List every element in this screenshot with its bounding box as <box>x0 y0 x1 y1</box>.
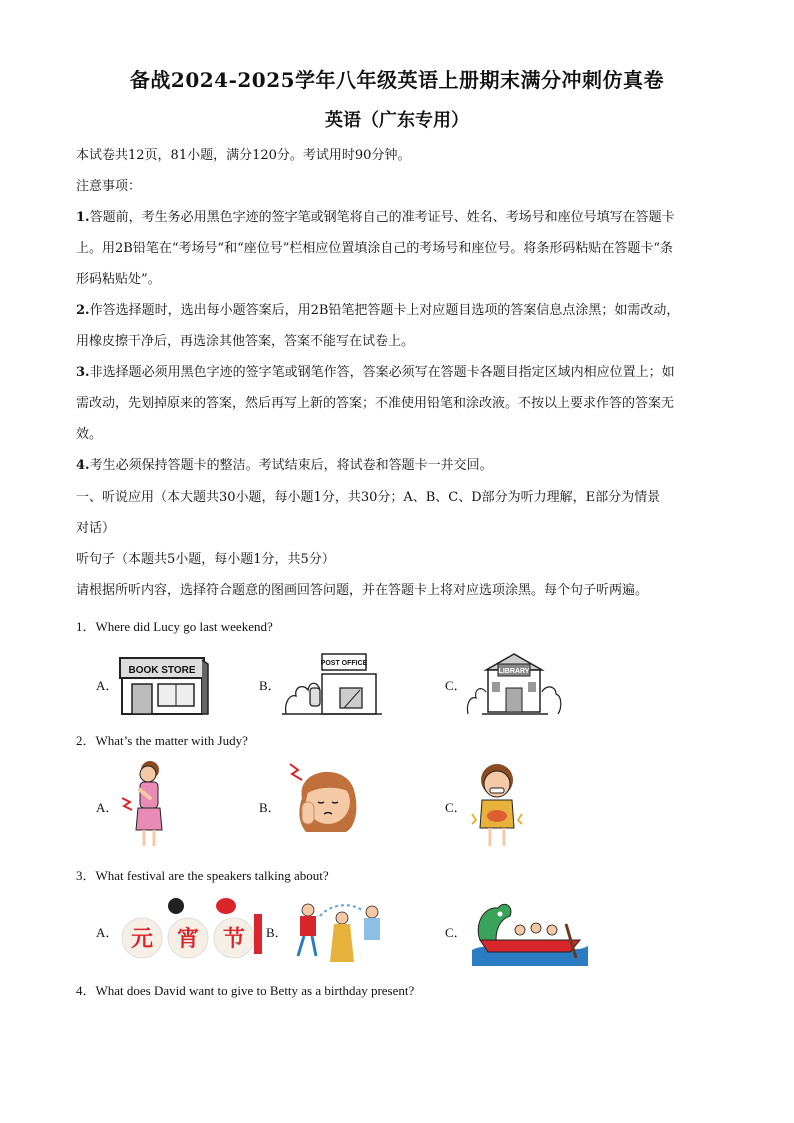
question-3: 3．What festival are the speakers talking about? <box>76 868 329 883</box>
question-1-option-a-label: A． <box>96 678 119 693</box>
part-title: 听句子（本题共5小题，每小题1分，共5分） <box>76 552 335 567</box>
question-2-option-a-label: A． <box>96 800 119 815</box>
question-3-option-c-label: C． <box>445 925 467 940</box>
exam-summary: 本试卷共12页，81小题，满分120分。考试用时90分钟。 <box>76 148 411 163</box>
note-1-line-3: 形码粘贴处”。 <box>76 272 161 287</box>
bookstore-sign: BOOK STORE <box>128 665 196 676</box>
page-subtitle: 英语（广东专用） <box>325 110 469 131</box>
question-2-option-c-label: C． <box>445 800 467 815</box>
note-1-line-2: 上。用2B铅笔在“考场号”和“座位号”栏相应位置填涂自己的考场号和座位号。将条形码粘贴在答题卡“条 <box>76 241 674 256</box>
bookstore-picture <box>118 650 210 716</box>
note-1-number: 1. <box>76 210 90 225</box>
lantern-char-2: 宵 <box>176 927 200 952</box>
note-3-line-2: 需改动，先划掉原来的答案，然后再写上新的答案；不准使用铅笔和涂改液。不按以上要求作答的答案无 <box>76 396 675 411</box>
lantern-char-3: 节 <box>222 927 246 952</box>
note-3-line-1: 3.非选择题必须用黑色字迹的签字笔或钢笔作答，答案必须写在答题卡各题目指定区域内相应位置上；如 <box>76 365 675 380</box>
girl-stomachache-picture <box>120 756 172 850</box>
question-4: 4．What does David want to give to Betty as a birthday present? <box>76 983 415 998</box>
question-2: 2．What’s the matter with Judy? <box>76 733 248 748</box>
question-3-option-a-label: A． <box>96 925 119 940</box>
girl-toothache-picture <box>468 760 526 850</box>
section-heading-line-1: 一、听说应用（本大题共30小题，每小题1分，共30分；A、B、C、D部分为听力理解，E部分为情景 <box>76 490 661 505</box>
post-office-sign: POST OFFICE <box>320 660 368 667</box>
girl-headache-picture <box>288 758 364 836</box>
page-title: 备战2024-2025学年八年级英语上册期末满分冲刺仿真卷 <box>129 68 665 92</box>
question-1-option-b-label: B． <box>259 678 281 693</box>
question-1-option-c-label: C． <box>445 678 467 693</box>
note-4-line-1: 4.考生必须保持答题卡的整洁。考试结束后，将试卷和答题卡一并交回。 <box>76 458 493 473</box>
library-picture <box>466 648 562 718</box>
lantern-char-1: 元 <box>130 927 154 952</box>
dragon-boat-festival-picture <box>470 894 590 966</box>
question-1: 1．Where did Lucy go last weekend? <box>76 619 273 634</box>
question-2-option-b-label: B． <box>259 800 281 815</box>
note-3-number: 3. <box>76 365 90 380</box>
note-4-number: 4. <box>76 458 90 473</box>
library-sign: LIBRARY <box>498 668 530 675</box>
section-heading-line-2: 对话） <box>76 521 116 536</box>
notice-title: 注意事项： <box>76 179 142 194</box>
note-2-line-2: 用橡皮擦干净后，再选涂其他答案，答案不能写在试卷上。 <box>76 334 415 349</box>
part-instruction: 请根据所听内容，选择符合题意的图画回答问题，并在答题卡上将对应选项涂黑。每个句子听两遍。 <box>76 583 649 598</box>
note-2-number: 2. <box>76 303 90 318</box>
note-2-line-1: 2.作答选择题时，选出每小题答案后，用2B铅笔把答题卡上对应题目选项的答案信息点涂黑；如需改动， <box>76 303 680 318</box>
post-office-picture <box>282 650 382 716</box>
question-3-option-b-label: B． <box>266 925 288 940</box>
water-splashing-festival-picture <box>290 896 390 966</box>
lantern-festival-picture <box>118 894 268 966</box>
note-1-line-1: 1.答题前，考生务必用黑色字迹的签字笔或钢笔将自己的准考证号、姓名、考场号和座位号填写在答题卡 <box>76 210 675 225</box>
note-3-line-3: 效。 <box>76 427 103 442</box>
